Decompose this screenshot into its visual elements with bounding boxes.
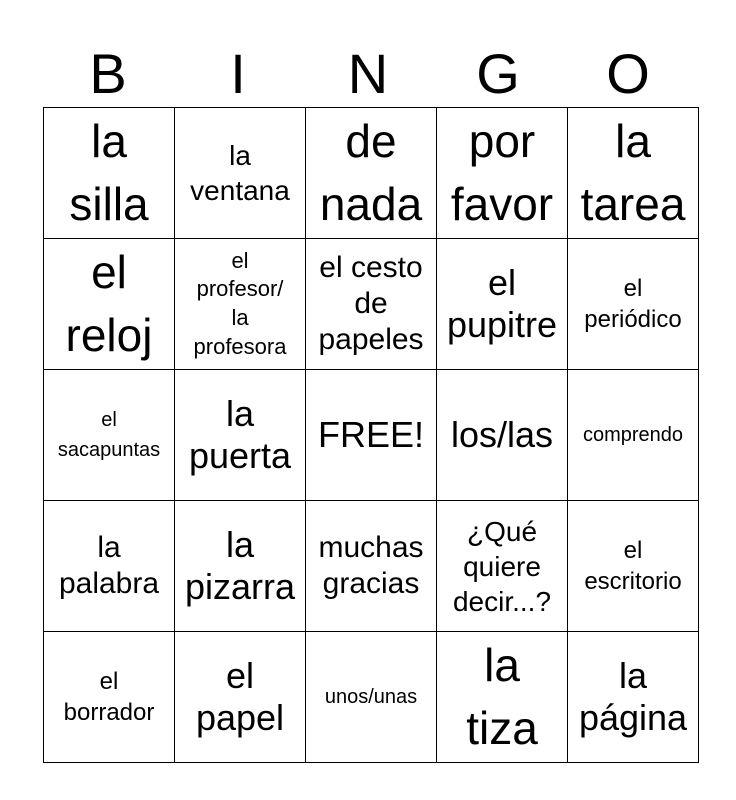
bingo-cell-free: FREE! <box>306 370 437 501</box>
bingo-cell: los/las <box>437 370 568 501</box>
header-letter-i: I <box>230 42 246 105</box>
board-row <box>44 108 699 239</box>
bingo-cell: por favor <box>437 108 568 239</box>
board-row <box>44 501 699 632</box>
bingo-cell: el profesor/ la profesora <box>175 239 306 370</box>
header-letter-g: G <box>476 42 520 105</box>
header-letter-n: N <box>347 42 389 105</box>
bingo-cell: el sacapuntas <box>44 370 175 501</box>
bingo-cell: el papel <box>175 632 306 763</box>
bingo-cell: unos/unas <box>306 632 437 763</box>
bingo-cell: la puerta <box>175 370 306 501</box>
board-row <box>44 239 699 370</box>
bingo-cell: muchas gracias <box>306 501 437 632</box>
bingo-cell: de nada <box>306 108 437 239</box>
bingo-cell: la tiza <box>437 632 568 763</box>
bingo-cell: la silla <box>44 108 175 239</box>
bingo-cell: comprendo <box>568 370 699 501</box>
header-letter-o: O <box>606 42 650 105</box>
bingo-cell: la palabra <box>44 501 175 632</box>
bingo-cell: la página <box>568 632 699 763</box>
bingo-board <box>43 107 699 763</box>
bingo-cell: el cesto de papeles <box>306 239 437 370</box>
bingo-cell: la tarea <box>568 108 699 239</box>
header-letter-b: B <box>89 42 127 105</box>
board-row <box>44 370 699 501</box>
board-row <box>44 632 699 763</box>
bingo-cell: el periódico <box>568 239 699 370</box>
bingo-cell: el borrador <box>44 632 175 763</box>
bingo-cell: el reloj <box>44 239 175 370</box>
bingo-cell: el pupitre <box>437 239 568 370</box>
bingo-cell: la pizarra <box>175 501 306 632</box>
bingo-header <box>43 40 693 108</box>
bingo-cell: el escritorio <box>568 501 699 632</box>
bingo-cell: ¿Qué quiere decir...? <box>437 501 568 632</box>
bingo-cell: la ventana <box>175 108 306 239</box>
